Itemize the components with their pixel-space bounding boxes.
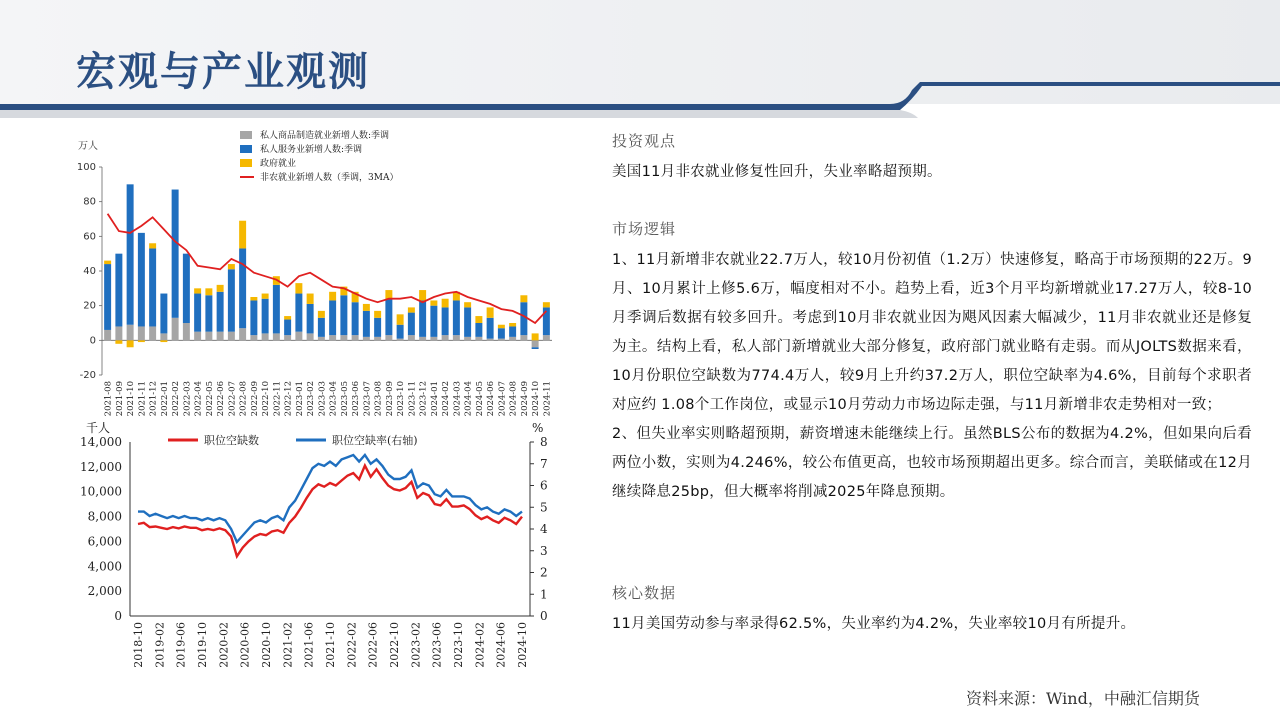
x-tick-label: 2023-02 [409,622,423,668]
x-tick-label: 2022-01 [159,381,170,417]
x-tick-label: 2023-11 [407,381,418,417]
section-investment-view [612,130,1252,187]
x-tick-label: 2022-05 [204,381,215,417]
right-axis-unit: % [532,421,544,435]
bar-manufacturing [363,337,370,340]
legend-label: 私人商品制造就业新增人数:季调 [260,131,390,141]
bar-manufacturing [464,337,471,340]
x-tick-label: 2021-08 [103,381,114,417]
bar-manufacturing [509,337,516,340]
job-openings-chart [60,420,560,710]
x-tick-label: 2022-08 [238,381,249,417]
bar-services [115,254,122,327]
y-tick-label: 60 [83,231,96,243]
bar-services [262,299,269,334]
bar-manufacturing [475,337,482,340]
bar-manufacturing [307,333,314,340]
x-tick-label: 2023-01 [294,381,305,417]
section-heading: 投资观点 [612,132,677,150]
bar-services [149,248,156,326]
bar-government [487,307,494,317]
bar-services [475,323,482,337]
x-tick-label: 2024-05 [474,381,485,417]
legend-swatch [240,131,252,139]
bar-services [453,300,460,335]
bar-services [520,302,527,335]
bar-government [374,311,381,318]
x-tick-label: 2024-11 [542,381,553,417]
x-tick-label: 2021-11 [137,381,148,417]
left-axis-unit: 千人 [86,421,111,435]
legend-label: 私人服务业新增人数:季调 [260,145,363,155]
x-tick-label: 2023-10 [452,622,465,668]
bar-services [318,318,325,337]
x-tick-label: 2020-10 [260,622,273,668]
bar-manufacturing [138,326,145,340]
y-left-tick-label: 0 [114,609,122,623]
x-tick-label: 2023-06 [430,622,444,668]
bar-services [430,306,437,337]
bar-government [419,290,426,300]
bar-government [104,261,111,264]
x-tick-label: 2019-10 [196,622,209,668]
bar-government [430,300,437,305]
bar-services [464,307,471,336]
section-text: 1、11月新增非农就业22.7万人，较10月份初值（1.2万）快速修复，略高于市场预期的22万。9月、10月累计上修5.6万，幅度相对不小。趋势上看，近3个月平均新增就业17.27万人，较8-10月季调后数据有较多回升。考虑到10月非农就业因为飓风因素大幅减少，11月非农就业还是修复为主。结构上看，私人部门新增就业大部分修复，政府部门就业略有走弱。而从JOLTS数据来看，10月份职位空缺数为774.4万人，较9月上升约37.2万人，职位空缺率为4.6%，目前每个求职者对应约 1.08个工作岗位，或显示10月劳动力市场边际走强，与11月新增非农走势相对一致； [612,252,1252,413]
x-tick-label: 2023-04 [328,381,339,417]
bar-government [532,333,539,340]
bar-services [239,248,246,328]
bar-manufacturing [419,337,426,340]
bar-government [262,294,269,299]
x-tick-label: 2024-07 [497,381,508,417]
legend-swatch [240,145,252,153]
line-job-openings [138,466,522,557]
x-tick-label: 2022-03 [182,381,193,417]
bar-manufacturing [183,323,190,340]
legend-label: 职位空缺数 [204,434,259,447]
bar-services [532,347,539,349]
nonfarm-payroll-chart [60,125,560,425]
bar-services [205,295,212,331]
bar-government [318,311,325,318]
y-tick-label: -20 [79,370,96,381]
y-left-tick-label: 14,000 [80,435,122,449]
y-left-tick-label: 12,000 [80,459,122,474]
bar-manufacturing [498,339,505,341]
bar-manufacturing [352,335,359,340]
bar-government [329,292,336,301]
bar-government [385,290,392,299]
bar-services [419,300,426,336]
slide-title: 宏观与产业观测 [76,48,370,95]
bar-services [352,302,359,335]
bar-government [295,283,302,293]
x-tick-label: 2024-02 [441,381,452,417]
bar-services [172,190,179,318]
bar-manufacturing [149,326,156,340]
x-tick-label: 2022-09 [249,381,260,417]
bar-manufacturing [160,333,167,340]
x-tick-label: 2021-09 [114,381,125,417]
bar-manufacturing [385,335,392,340]
bar-services [397,325,404,339]
bar-manufacturing [115,326,122,340]
section-text: 2、但失业率实则略超预期，薪资增速未能继续上行。虽然BLS公布的数据为4.2%，但如果向后看两位小数，实则为4.246%，较公布值更高，也较市场预期超出更多。综合而言，美联储或在12月继续降息25bp，但大概率将削减2025年降息预期。 [612,426,1252,500]
x-tick-label: 2023-08 [373,381,384,417]
y-axis-unit: 万人 [78,141,98,152]
bar-government [397,314,404,324]
x-tick-label: 2024-04 [463,381,474,417]
y-tick-label: 100 [76,162,96,173]
legend-label: 政府就业 [260,159,297,169]
bar-services [509,326,516,336]
x-tick-label: 2021-12 [148,381,159,417]
bar-manufacturing [217,332,224,341]
y-left-tick-label: 2,000 [87,584,122,599]
bar-services [363,311,370,337]
x-tick-label: 2023-12 [418,381,429,417]
bar-manufacturing [250,335,257,340]
y-tick-label: 80 [83,196,96,208]
y-right-tick-label: 0 [540,609,548,623]
y-right-tick-label: 1 [540,587,548,602]
bar-services [273,285,280,334]
bar-manufacturing [430,337,437,340]
bar-government [363,304,370,311]
section-text: 美国11月非农就业修复性回升，失业率略超预期。 [612,164,942,180]
bar-manufacturing [228,332,235,341]
x-tick-label: 2023-07 [362,381,373,417]
bar-services [385,299,392,335]
x-tick-label: 2018-10 [132,622,145,668]
bar-manufacturing [172,318,179,341]
x-tick-label: 2021-10 [126,381,137,417]
y-left-tick-label: 8,000 [87,509,122,524]
bar-services [329,300,336,335]
bar-manufacturing [340,335,347,340]
bar-manufacturing [194,332,201,341]
bar-manufacturing [520,335,527,340]
bar-manufacturing [329,335,336,340]
x-tick-label: 2022-07 [227,381,238,417]
y-right-tick-label: 6 [540,478,548,493]
bar-manufacturing [487,339,494,341]
section-text: 11月美国劳动参与率录得62.5%，失业率约为4.2%，失业率较10月有所提升。 [612,616,1136,632]
y-right-tick-label: 5 [540,500,548,515]
section-market-logic [612,218,1252,507]
y-left-tick-label: 4,000 [87,559,122,574]
section-core-data [612,582,1252,639]
legend-swatch [240,159,252,167]
bar-government [160,340,167,342]
section-heading: 核心数据 [612,584,677,602]
bar-services [442,307,449,335]
y-right-tick-label: 2 [540,565,548,580]
bar-services [284,320,291,336]
section-heading: 市场逻辑 [612,220,677,238]
bar-manufacturing [543,335,550,340]
x-tick-label: 2024-02 [473,622,487,668]
bar-manufacturing [262,333,269,340]
x-tick-label: 2023-10 [396,381,407,417]
y-right-tick-label: 8 [540,435,548,449]
legend-label: 非农就业新增人数（季调，3MA） [260,173,399,183]
bar-services [160,294,167,334]
bar-manufacturing [397,339,404,341]
bar-services [307,304,314,333]
x-tick-label: 2021-02 [281,622,295,668]
y-left-tick-label: 10,000 [80,484,122,499]
source-note: 资料来源：Wind，中融汇信期货 [966,689,1200,708]
bar-government [115,340,122,343]
x-tick-label: 2023-05 [339,381,350,417]
bar-manufacturing [239,328,246,340]
bar-government [509,323,516,326]
bar-manufacturing [453,335,460,340]
x-tick-label: 2022-10 [261,381,272,417]
bar-manufacturing [273,333,280,340]
bar-government [475,316,482,323]
bar-government [228,264,235,269]
y-tick-label: 0 [89,335,96,347]
bar-government [520,295,527,302]
bar-manufacturing [104,330,111,340]
x-tick-label: 2023-09 [384,381,395,417]
x-tick-label: 2024-09 [519,381,530,417]
bar-services [127,184,134,324]
bar-government [239,221,246,249]
bar-government [205,288,212,295]
bar-manufacturing [442,335,449,340]
x-tick-label: 2022-10 [388,622,401,668]
bar-services [374,318,381,337]
x-tick-label: 2023-06 [351,381,362,417]
x-tick-label: 2020-06 [238,622,252,668]
bar-government [149,243,156,248]
bar-services [498,328,505,338]
bar-government [442,299,449,308]
x-tick-label: 2021-06 [302,622,316,668]
x-tick-label: 2022-06 [366,622,380,668]
bar-government [464,302,471,307]
bar-services [408,313,415,336]
bar-services [295,294,302,332]
bar-services [183,254,190,323]
x-tick-label: 2019-02 [153,622,167,668]
x-tick-label: 2022-02 [171,381,182,417]
bar-manufacturing [127,325,134,341]
x-tick-label: 2024-06 [486,381,497,417]
bar-government [307,294,314,304]
bar-manufacturing [205,332,212,341]
bar-services [228,269,235,331]
x-tick-label: 2019-06 [174,622,188,668]
bar-government [217,285,224,292]
x-tick-label: 2024-10 [531,381,542,417]
bar-government [250,297,257,300]
bar-manufacturing [318,337,325,340]
bar-manufacturing [295,332,302,341]
bar-government [138,340,145,342]
bar-government [498,325,505,328]
bar-government [127,340,134,347]
x-tick-label: 2024-03 [452,381,463,417]
x-tick-label: 2021-10 [324,622,337,668]
bar-manufacturing [408,335,415,340]
bar-government [284,316,291,319]
x-tick-label: 2022-06 [216,381,227,417]
x-tick-label: 2024-08 [508,381,519,417]
bar-services [217,292,224,332]
bar-manufacturing [532,340,539,347]
bar-manufacturing [374,337,381,340]
legend-label: 职位空缺率(右轴) [332,434,418,447]
bar-services [340,295,347,335]
x-tick-label: 2024-01 [429,381,440,417]
x-tick-label: 2022-04 [193,381,204,417]
y-tick-label: 40 [83,266,96,277]
x-tick-label: 2020-02 [217,622,231,668]
bar-services [138,233,145,327]
x-tick-label: 2022-12 [283,381,294,417]
x-tick-label: 2023-03 [317,381,328,417]
bar-government [408,307,415,312]
bar-services [250,300,257,335]
y-tick-label: 20 [83,300,96,312]
x-tick-label: 2023-02 [306,381,317,417]
bar-government [543,302,550,307]
bar-government [194,288,201,293]
bar-services [104,264,111,330]
bar-manufacturing [284,335,291,340]
x-tick-label: 2024-06 [494,622,508,668]
y-left-tick-label: 6,000 [87,534,122,549]
x-tick-label: 2022-11 [272,381,283,417]
y-right-tick-label: 3 [540,543,548,558]
bar-services [194,294,201,332]
y-right-tick-label: 7 [540,456,548,471]
bar-services [487,318,494,339]
x-tick-label: 2024-10 [516,622,529,668]
y-right-tick-label: 4 [540,522,548,536]
x-tick-label: 2022-02 [345,622,359,668]
